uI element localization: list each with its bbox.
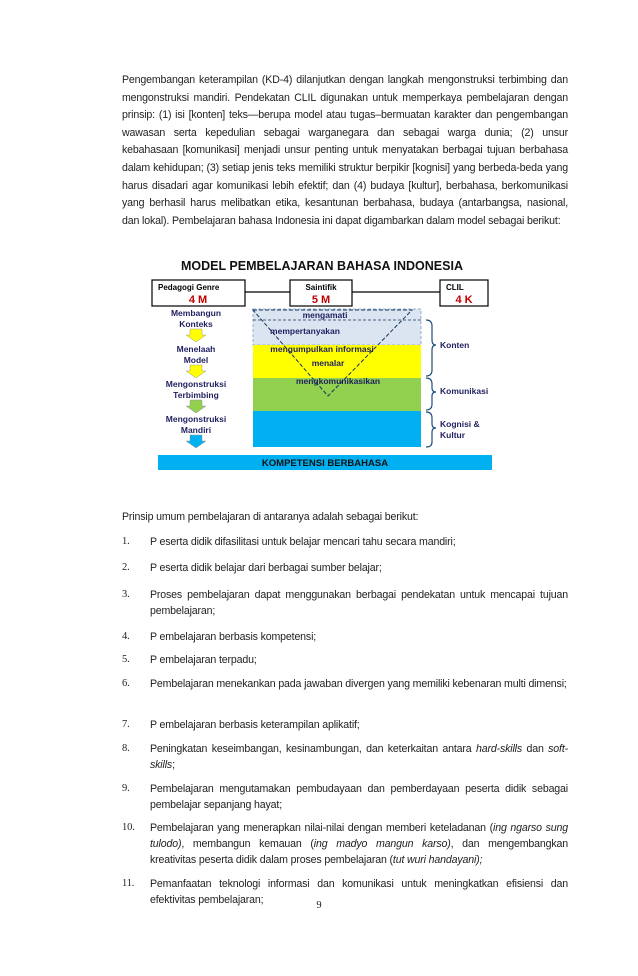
box-label: Saintifik [305, 283, 337, 292]
clil-komunikasi: Komunikasi [440, 386, 489, 396]
list-item: 1. P eserta didik difasilitasi untuk belajar mencari tahu secara mandiri; [122, 536, 456, 548]
list-item: 9. Pembelajaran mengutamakan pembudayaan dan pemberdayaan peserta didik sebagai pembelajar sepanjang hayat; [122, 783, 568, 811]
box-value: 4 K [455, 294, 473, 306]
box-value: 4 M [188, 294, 208, 306]
list-item: 4. P embelajaran berbasis kompetensi; [122, 631, 317, 643]
saintifik-step: mempertanyakan [270, 326, 340, 336]
saintifik-step: mengkomunikasikan [295, 376, 381, 386]
list-item: 8. Peningkatan keseimbangan, kesinambungan, dan keterkaitan antara hard-skills dan soft-skills; [122, 743, 568, 771]
svg-text:Menelaah: Menelaah [176, 344, 216, 354]
svg-text:Terbimbing: Terbimbing [173, 390, 219, 400]
saintifik-step: mengamati [302, 310, 348, 320]
list-item: 5. P embelajaran terpadu; [122, 654, 257, 666]
brace-kognisi [426, 412, 436, 447]
principles-intro: Prinsip umum pembelajaran di antaranya adalah sebagai berikut: [122, 511, 419, 523]
genre-step-4 [166, 414, 226, 435]
layer-blue [253, 411, 421, 447]
list-item: 11. Pemanfaatan teknologi informasi dan komunikasi untuk meningkatkan efisiensi dan efektivitas pembelajaran; [122, 878, 568, 906]
diagram-title: MODEL PEMBELAJARAN BAHASA INDONESIA [181, 259, 463, 273]
list-item: 3. Proses pembelajaran dapat menggunakan berbagai pendekatan untuk mencapai tujuan pembelajaran; [122, 589, 568, 617]
list-item: 6. Pembelajaran menekankan pada jawaban divergen yang memiliki kebenaran multi dimensi; [122, 678, 567, 690]
box-label: Pedagogi Genre [158, 283, 220, 292]
list-item: 10. Pembelajaran yang menerapkan nilai-nilai dengan memberi keteladanan (ing ngarso sung tulodo), membangun kemauan (ing madyo mangun karso), dan mengembangkan kreativitas peserta didik dalam proses pembelajaran (tut wuri handayani); [122, 822, 569, 866]
svg-text:Mandiri: Mandiri [180, 425, 212, 435]
bottom-bar-label: KOMPETENSI BERBAHASA [261, 458, 389, 469]
brace-konten [426, 320, 436, 376]
svg-text:Mengonstruksi: Mengonstruksi [165, 414, 227, 424]
down-arrow-icon [186, 435, 206, 448]
page-number: 9 [316, 900, 322, 911]
saintifik-step: menalar [311, 358, 345, 368]
box-pedagogi-genre [152, 280, 245, 306]
intro-paragraph: Pengembangan keterampilan (KD-4) dilanjutkan dengan langkah mengonstruksi terbimbing dan mengonstruksi mandiri. Pendekatan CLIL digunakan untuk memperkaya pembelajaran dengan prinsip: (1) isi [konten] teks—berupa model atau tugas–bermuatan karakter dan pengembangan wawasan serta kepedulian sebagai warganegara dan sebagai warga dunia; (2) unsur kebahasaan [komunikasi] menjadi unsur penting untuk menyatakan berbagai tujuan berbahasa dalam kehidupan; (3) setiap jenis teks memiliki struktur berpikir [kognisi] yang berbeda-beda yang harus disadari agar komunikasi lebih efektif; dan (4) budaya [kultur], berbahasa, berkomunikasi yang berhasil harus melibatkan etika, kesantunan berbahasa, budaya (antarbangsa, nasional, dan lokal). Pembelajaran bahasa Indonesia ini dapat digambarkan dalam model sebagai berikut: [122, 74, 568, 227]
genre-step-3 [166, 379, 226, 400]
learning-model-diagram [150, 254, 495, 474]
svg-text:Model: Model [183, 355, 209, 365]
box-label: CLIL [446, 283, 464, 292]
box-clil [440, 280, 488, 306]
saintifik-step: mengumpulkan informasi [270, 344, 374, 354]
box-value: 5 M [311, 294, 331, 306]
clil-konten: Konten [440, 340, 470, 350]
down-arrow-icon [186, 329, 206, 342]
svg-text:Mengonstruksi: Mengonstruksi [165, 379, 227, 389]
down-arrow-icon [186, 365, 206, 378]
genre-step-2 [177, 344, 216, 365]
genre-step-1 [171, 308, 221, 329]
clil-kultur: Kultur [440, 430, 466, 440]
box-saintifik [290, 280, 352, 306]
down-arrow-icon [186, 400, 206, 413]
clil-kognisi: Kognisi & [440, 419, 480, 429]
svg-text:Membangun: Membangun [170, 308, 222, 318]
brace-komunikasi [426, 378, 436, 410]
list-item: 2. P eserta didik belajar dari berbagai sumber belajar; [122, 562, 382, 574]
svg-text:Konteks: Konteks [179, 319, 213, 329]
list-item: 7. P embelajaran berbasis keterampilan aplikatif; [122, 719, 360, 731]
